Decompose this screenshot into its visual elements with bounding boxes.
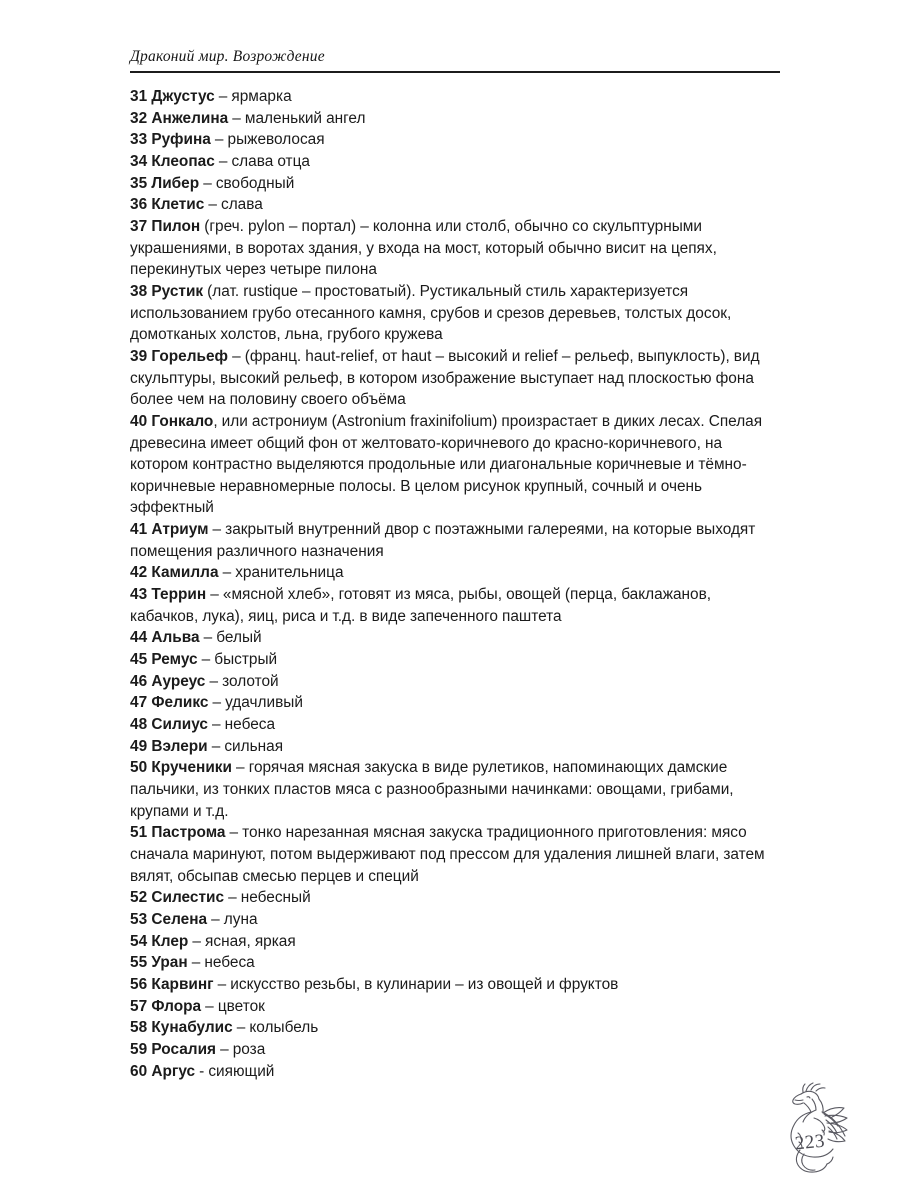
glossary-entry (130, 281, 782, 346)
entry-term: Клеопас (151, 152, 215, 170)
entry-definition: – слава (204, 196, 263, 214)
glossary-entry (130, 736, 782, 758)
glossary-entry (130, 996, 782, 1018)
entry-definition: – слава отца (214, 152, 310, 170)
entry-term: Камилла (151, 564, 219, 582)
entry-number: 47 (130, 694, 148, 712)
glossary-entry (130, 974, 782, 996)
entry-definition: – небесный (224, 889, 311, 907)
entry-term: Росалия (151, 1040, 217, 1058)
entry-number: 31 (130, 88, 148, 105)
entry-number: 33 (130, 131, 148, 149)
entry-definition: – (франц. haut-relief, от haut – высокий и relief – рельеф, выпуклость), вид скульптуры, высокий рельеф, в котором изображение выступает над плоскостью фона более чем на половину своего объёма (130, 347, 760, 409)
glossary-entry (130, 887, 782, 909)
entry-term: Карвинг (151, 975, 214, 993)
entry-term: Клетис (151, 196, 205, 214)
entry-number: 59 (130, 1040, 148, 1058)
entry-definition: – тонко нарезанная мясная закуска традиционного приготовления: мясо сначала маринуют, потом выдерживают под прессом для удаления лишней влаги, затем вялят, обсыпав смесью перцев и специй (130, 824, 765, 885)
entry-term: Альва (151, 629, 200, 647)
entry-term: Клер (151, 932, 189, 950)
glossary-entry (130, 129, 782, 151)
entry-term: Селена (151, 910, 208, 928)
glossary-entry (130, 822, 782, 887)
entry-term: Кунабулис (151, 1019, 233, 1037)
entry-definition: – «мясной хлеб», готовят из мяса, рыбы, овощей (перца, баклажанов, кабачков, лука), яиц, риса и т.д. в виде запеченного паштета (130, 586, 712, 625)
entry-definition: – небеса (207, 716, 276, 734)
glossary-entry (130, 108, 782, 130)
entry-definition: , или астрониум (Astronium fraxinifolium) произрастает в диких лесах. Спелая древесина имеет общий фон от желтовато-коричневого до красно-коричневого, на котором контрастно выделяются продольные или диагональные коричневые и тёмно-коричневые неравномерные полосы. В целом рисунок крупный, сочный и очень эффектный (130, 412, 763, 517)
glossary-entry (130, 909, 782, 931)
entry-term: Руфина (151, 131, 211, 149)
glossary-entry (130, 757, 782, 822)
dragon-icon (760, 1078, 868, 1184)
entry-definition: – рыжеволосая (210, 131, 325, 149)
glossary-entry (130, 151, 782, 173)
entry-term: Анжелина (151, 109, 229, 127)
entry-number: 34 (130, 152, 148, 170)
entry-term: Ауреус (151, 672, 206, 690)
entry-definition: – искусство резьбы, в кулинарии – из овощей и фруктов (213, 975, 619, 993)
glossary-entry (130, 627, 782, 649)
glossary-entry (130, 931, 782, 953)
entry-number: 41 (130, 521, 148, 539)
glossary-entry (130, 86, 782, 108)
entry-definition: (лат. rustique – простоватый). Рустикальный стиль характеризуется использованием грубо отесанного камня, срубов и срезов деревьев, толстых досок, домотканых холстов, льна, грубого кружева (130, 282, 732, 344)
entry-term: Ремус (151, 651, 198, 669)
entry-number: 39 (130, 347, 148, 365)
running-head-title: Драконий мир. Возрождение (130, 48, 325, 65)
glossary-entry (130, 692, 782, 714)
entry-definition: – ясная, яркая (188, 932, 296, 950)
entry-definition: – закрытый внутренний двор с поэтажными галереями, на которые выходят помещения различного назначения (130, 521, 756, 560)
entry-number: 52 (130, 889, 148, 907)
entry-number: 32 (130, 109, 148, 127)
entry-number: 43 (130, 586, 148, 604)
entry-number: 40 (130, 412, 148, 430)
entry-term: Силестис (151, 889, 225, 907)
entry-definition: – небеса (187, 954, 255, 972)
entry-definition: – сильная (207, 737, 284, 755)
entry-term: Пастрома (151, 824, 226, 842)
entry-number: 54 (130, 932, 148, 950)
entry-term: Террин (151, 586, 207, 604)
entry-definition: - сияющий (195, 1062, 275, 1080)
entry-term: Крученики (151, 759, 232, 777)
entry-term: Атриум (151, 521, 209, 539)
glossary-entry (130, 173, 782, 195)
page-number-text: 223 (793, 1130, 826, 1155)
glossary-entry (130, 671, 782, 693)
glossary-entry (130, 216, 782, 281)
entry-number: 38 (130, 282, 148, 300)
entry-term: Силиус (151, 716, 208, 734)
glossary-entry (130, 952, 782, 974)
entry-number: 36 (130, 196, 148, 214)
entry-number: 50 (130, 759, 148, 777)
glossary-entry (130, 1039, 782, 1061)
entry-number: 56 (130, 975, 148, 993)
entry-definition: – цветок (201, 997, 265, 1015)
glossary-entry (130, 194, 782, 216)
entry-definition: – луна (207, 910, 258, 928)
entry-definition: – хранительница (218, 564, 344, 582)
glossary-entry (130, 562, 782, 584)
entry-term: Аргус (151, 1062, 196, 1080)
entry-definition: – ярмарка (214, 88, 292, 105)
entry-term: Рустик (151, 282, 204, 300)
entry-term: Феликс (151, 694, 209, 712)
entry-definition: – колыбель (232, 1019, 319, 1037)
entry-term: Либер (151, 174, 200, 192)
entry-definition: – белый (199, 629, 262, 647)
entry-definition: (греч. pylon – портал) – колонна или столб, обычно со скульптурными украшениями, в воротах здания, у входа на мост, который обычно висит на цепях, перекинутых через четыре пилона (130, 217, 717, 279)
entry-term: Флора (151, 997, 202, 1015)
glossary-entry (130, 714, 782, 736)
entry-number: 58 (130, 1019, 148, 1037)
entry-number: 57 (130, 997, 148, 1015)
entry-definition: – маленький ангел (228, 109, 366, 127)
glossary-entry (130, 1017, 782, 1039)
header-rule (130, 71, 780, 73)
entry-number: 49 (130, 737, 148, 755)
entry-definition: – быстрый (197, 651, 278, 669)
entry-number: 35 (130, 174, 148, 192)
entry-definition: – золотой (205, 672, 279, 690)
glossary-entry (130, 346, 782, 411)
entry-term: Горельеф (151, 347, 228, 365)
glossary-entry (130, 1061, 782, 1083)
entry-definition: – свободный (199, 174, 295, 192)
entry-number: 48 (130, 716, 148, 734)
entry-number: 45 (130, 651, 148, 669)
glossary-list (130, 86, 782, 1082)
entry-number: 42 (130, 564, 148, 582)
entry-definition: – удачливый (208, 694, 303, 712)
entry-definition: – роза (216, 1040, 266, 1058)
entry-number: 46 (130, 672, 148, 690)
glossary-entry (130, 649, 782, 671)
entry-number: 53 (130, 910, 148, 928)
entry-definition: – горячая мясная закуска в виде рулетиков, напоминающих дамские пальчики, из тонких пластов мяса с разнообразными начинками: овощами, грибами, крупами и т.д. (130, 759, 734, 820)
entry-number: 51 (130, 824, 148, 842)
entry-term: Уран (151, 954, 188, 972)
entry-term: Гонкало (151, 412, 214, 430)
entry-term: Пилон (151, 217, 201, 235)
entry-term: Вэлери (151, 737, 208, 755)
entry-term: Джустус (151, 88, 215, 105)
glossary-entry (130, 584, 782, 627)
entry-number: 60 (130, 1062, 148, 1080)
running-head (130, 48, 780, 65)
page-folio-colophon (760, 1078, 868, 1184)
glossary-entry (130, 519, 782, 562)
glossary-entry (130, 411, 782, 519)
entry-number: 44 (130, 629, 148, 647)
entry-number: 37 (130, 217, 148, 235)
entry-number: 55 (130, 954, 148, 972)
